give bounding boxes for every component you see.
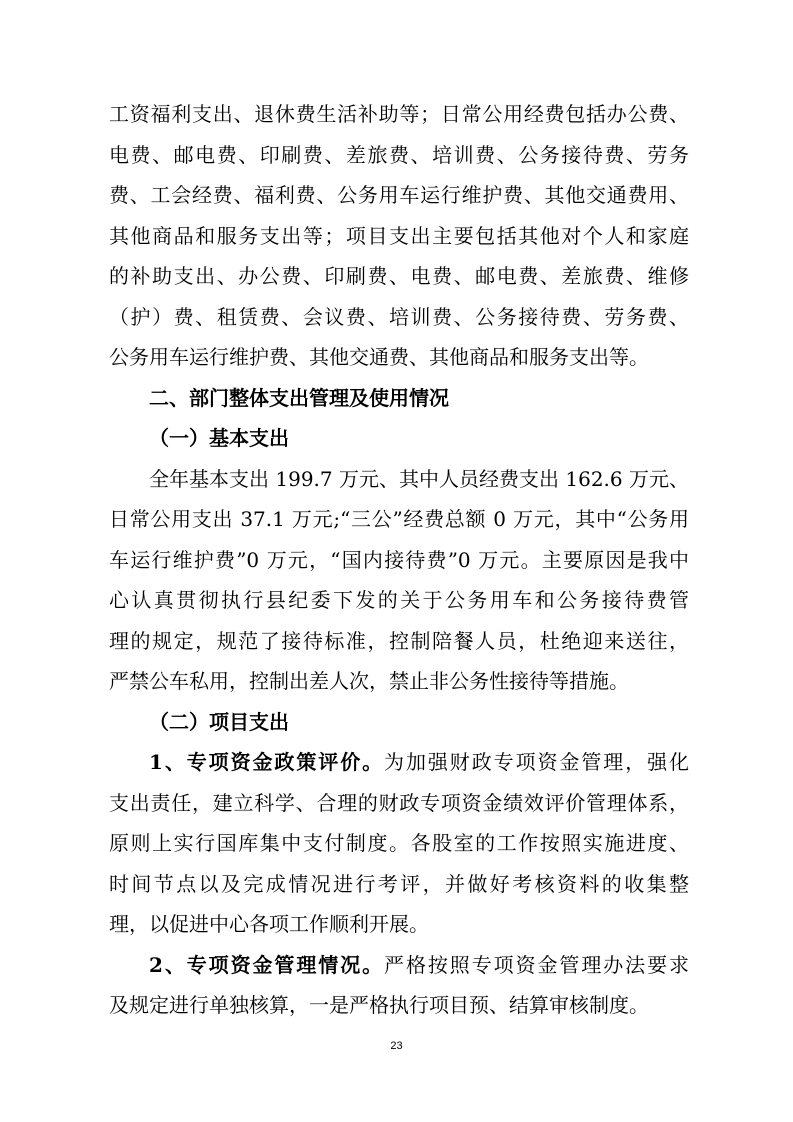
paragraph-line: 的补助支出、办公费、印刷费、电费、邮电费、差旅费、维修	[109, 264, 689, 288]
paragraph-line: 费、工会经费、福利费、公务用车运行维护费、其他交通费用、	[109, 183, 689, 207]
paragraph-line: 全年基本支出 199.7 万元、其中人员经费支出 162.6 万元、	[149, 466, 689, 491]
paragraph-line: 其他商品和服务支出等；项目支出主要包括其他对个人和家庭	[109, 223, 689, 248]
paragraph-text: 严格按照专项资金管理办法要求	[384, 952, 690, 977]
paragraph-line: 公务用车运行维护费、其他交通费、其他商品和服务支出等。	[109, 345, 649, 369]
paragraph-line	[149, 951, 689, 979]
paragraph-line: 时间节点以及完成情况进行考评，并做好考核资料的收集整	[109, 871, 689, 896]
section-heading: 二、部门整体支出管理及使用情况	[149, 385, 449, 410]
paragraph-line: 心认真贯彻执行县纪委下发的关于公务用车和公务接待费管	[109, 588, 689, 612]
paragraph-text: 为加强财政专项资金管理，强化	[384, 750, 690, 774]
paragraph-line: （护）费、租赁费、会议费、培训费、公务接待费、劳务费、	[109, 304, 689, 329]
paragraph-lead: 2、专项资金管理情况。	[149, 952, 385, 977]
paragraph-line: 理的规定，规范了接待标准，控制陪餐人员，杜绝迎来送往，	[109, 628, 689, 653]
paragraph-line: 支出责任，建立科学、合理的财政专项资金绩效评价管理体系，	[109, 790, 689, 815]
paragraph-line: 工资福利支出、退休费生活补助等；日常公用经费包括办公费、	[109, 102, 689, 126]
subsection-heading: （一）基本支出	[149, 426, 289, 450]
paragraph-line: 车运行维护费”0 万元，“国内接待费”0 万元。主要原因是我中	[109, 547, 689, 572]
paragraph-line	[149, 748, 689, 776]
page-number: 23	[390, 1040, 403, 1052]
paragraph-line: 理，以促进中心各项工作顺利开展。	[109, 912, 429, 936]
paragraph-line: 电费、邮电费、印刷费、差旅费、培训费、公务接待费、劳务	[109, 142, 689, 167]
paragraph-line: 严禁公车私用，控制出差人次，禁止非公务性接待等措施。	[109, 669, 629, 693]
paragraph-line: 及规定进行单独核算，一是严格执行项目预、结算审核制度。	[109, 993, 649, 1017]
paragraph-line: 原则上实行国库集中支付制度。各股室的工作按照实施进度、	[109, 831, 689, 855]
paragraph-line: 日常公用支出 37.1 万元;“三公”经费总额 0 万元，其中“公务用	[109, 507, 689, 531]
subsection-heading: （二）项目支出	[149, 709, 289, 734]
paragraph-lead: 1、专项资金政策评价。	[149, 750, 385, 774]
